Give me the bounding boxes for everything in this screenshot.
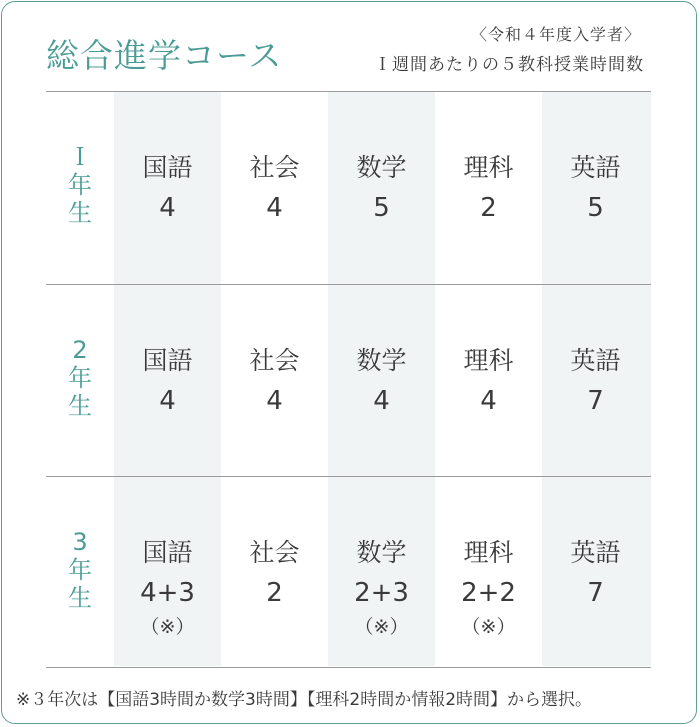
grade-number: 3 — [72, 528, 88, 556]
subject-name: 国語 — [142, 538, 193, 567]
hours-table — [46, 91, 651, 666]
cell-japanese — [114, 533, 221, 641]
subject-name: 数学 — [356, 153, 407, 182]
subject-hours: 7 — [587, 578, 604, 608]
subject-name: 国語 — [142, 153, 193, 182]
subject-name: 理科 — [463, 153, 514, 182]
cell-japanese — [114, 341, 221, 421]
grade-char-student: 生 — [68, 584, 92, 612]
cell-math — [328, 148, 435, 228]
cell-social-studies — [221, 533, 328, 613]
grade-number: 2 — [72, 336, 88, 364]
grade-char-year: 年 — [68, 364, 92, 392]
subject-hours: 4+3 — [140, 578, 195, 608]
grade-row-2 — [46, 284, 651, 476]
cell-english — [542, 533, 649, 613]
subject-hours: 5 — [373, 193, 390, 223]
subject-hours: 4 — [373, 386, 390, 416]
cell-math — [328, 533, 435, 641]
subject-hours: 4 — [266, 386, 283, 416]
grade-row-3 — [46, 476, 651, 668]
subject-hours: 4 — [159, 386, 176, 416]
elective-mark: （※） — [140, 616, 195, 638]
cell-science — [435, 533, 542, 641]
cell-japanese — [114, 148, 221, 228]
subject-name: 国語 — [142, 346, 193, 375]
subject-hours: 2 — [480, 193, 497, 223]
grade-char-year: 年 — [68, 556, 92, 584]
cell-science — [435, 148, 542, 228]
subject-name: 英語 — [570, 538, 621, 567]
subject-hours: 2+3 — [354, 578, 409, 608]
grade-label — [62, 336, 98, 420]
subject-name: 理科 — [463, 538, 514, 567]
enrollment-year-label: 〈令和４年度入学者〉 — [470, 25, 641, 44]
subject-name: 英語 — [570, 153, 621, 182]
subject-hours: 4 — [159, 193, 176, 223]
cell-math — [328, 341, 435, 421]
subject-name: 社会 — [249, 346, 300, 375]
cell-social-studies — [221, 341, 328, 421]
elective-mark: （※） — [461, 616, 516, 638]
cell-english — [542, 148, 649, 228]
grade-char-student: 生 — [68, 199, 92, 227]
grade-label — [62, 143, 98, 227]
cell-english — [542, 341, 649, 421]
course-card — [1, 1, 697, 724]
subject-name: 英語 — [570, 346, 621, 375]
subject-hours: 2+2 — [461, 578, 516, 608]
subject-hours: 2 — [266, 578, 283, 608]
course-title: 総合進学コース — [46, 36, 283, 75]
subject-name: 数学 — [356, 346, 407, 375]
elective-footnote: ※３年次は【国語3時間か数学3時間】【理科2時間か情報2時間】から選択。 — [16, 690, 593, 710]
elective-mark: （※） — [354, 616, 409, 638]
hours-description: Ｉ週間あたりの５教科授業時間数 — [374, 55, 644, 75]
cell-social-studies — [221, 148, 328, 228]
subject-name: 理科 — [463, 346, 514, 375]
grade-label — [62, 528, 98, 612]
grade-char-student: 生 — [68, 392, 92, 420]
subject-name: 社会 — [249, 153, 300, 182]
subject-hours: 4 — [480, 386, 497, 416]
subject-name: 社会 — [249, 538, 300, 567]
subject-hours: 4 — [266, 193, 283, 223]
cell-science — [435, 341, 542, 421]
subject-hours: 5 — [587, 193, 604, 223]
grade-number: Ｉ — [68, 143, 92, 171]
subject-name: 数学 — [356, 538, 407, 567]
grade-char-year: 年 — [68, 171, 92, 199]
grade-row-1 — [46, 91, 651, 283]
subject-hours: 7 — [587, 386, 604, 416]
